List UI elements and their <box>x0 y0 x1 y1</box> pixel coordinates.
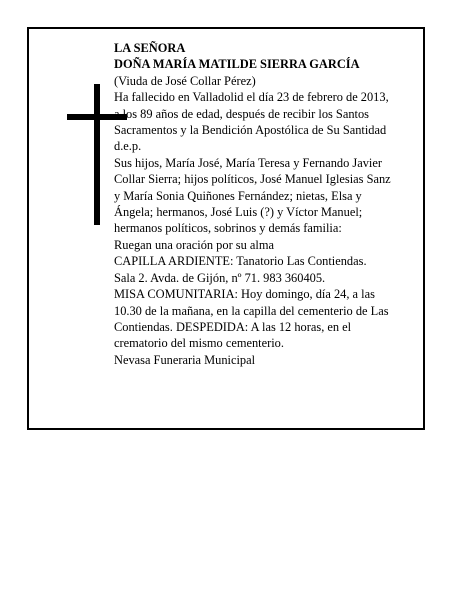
mass-line: Contiendas. DESPEDIDA: A las 12 horas, en el <box>114 319 352 334</box>
family-line: Collar Sierra; hijos políticos, José Manuel Iglesias Sanz <box>114 172 391 187</box>
prayer-request: Ruegan una oración por su alma <box>114 237 274 252</box>
mass-line: 10.30 de la mañana, en la capilla del cementerio de Las <box>114 303 389 318</box>
mass-line: MISA COMUNITARIA: Hoy domingo, día 24, a las <box>114 287 375 302</box>
notice-title: LA SEÑORA <box>114 41 186 55</box>
death-line: d.e.p. <box>114 139 142 154</box>
death-line: a los 89 años de edad, después de recibir los Santos <box>114 106 369 121</box>
widow-of: (Viuda de José Collar Pérez) <box>114 73 256 88</box>
family-line: hermanos políticos, sobrinos y demás familia: <box>114 221 342 236</box>
deceased-name: DOÑA MARÍA MATILDE SIERRA GARCÍA <box>114 57 360 72</box>
family-line: Sus hijos, María José, María Teresa y Fernando Javier <box>114 155 382 170</box>
family-line: Ángela; hermanos, José Luis (?) y Víctor Manuel; <box>114 205 363 220</box>
death-line: Sacramentos y la Bendición Apostólica de Su Santidad <box>114 123 387 138</box>
cross-icon <box>94 84 100 225</box>
chapel-line: CAPILLA ARDIENTE: Tanatorio Las Contiendas. <box>114 254 367 269</box>
family-line: y María Sonia Quiñones Fernández; nietas, Elsa y <box>114 188 362 203</box>
death-line: Ha fallecido en Valladolid el día 23 de febrero de 2013, <box>114 90 389 105</box>
mass-line: crematorio del mismo cementerio. <box>114 336 284 351</box>
funeral-home: Nevasa Funeraria Municipal <box>114 352 256 367</box>
notice-body <box>114 40 426 368</box>
chapel-line: Sala 2. Avda. de Gijón, nº 71. 983 360405. <box>114 270 326 285</box>
